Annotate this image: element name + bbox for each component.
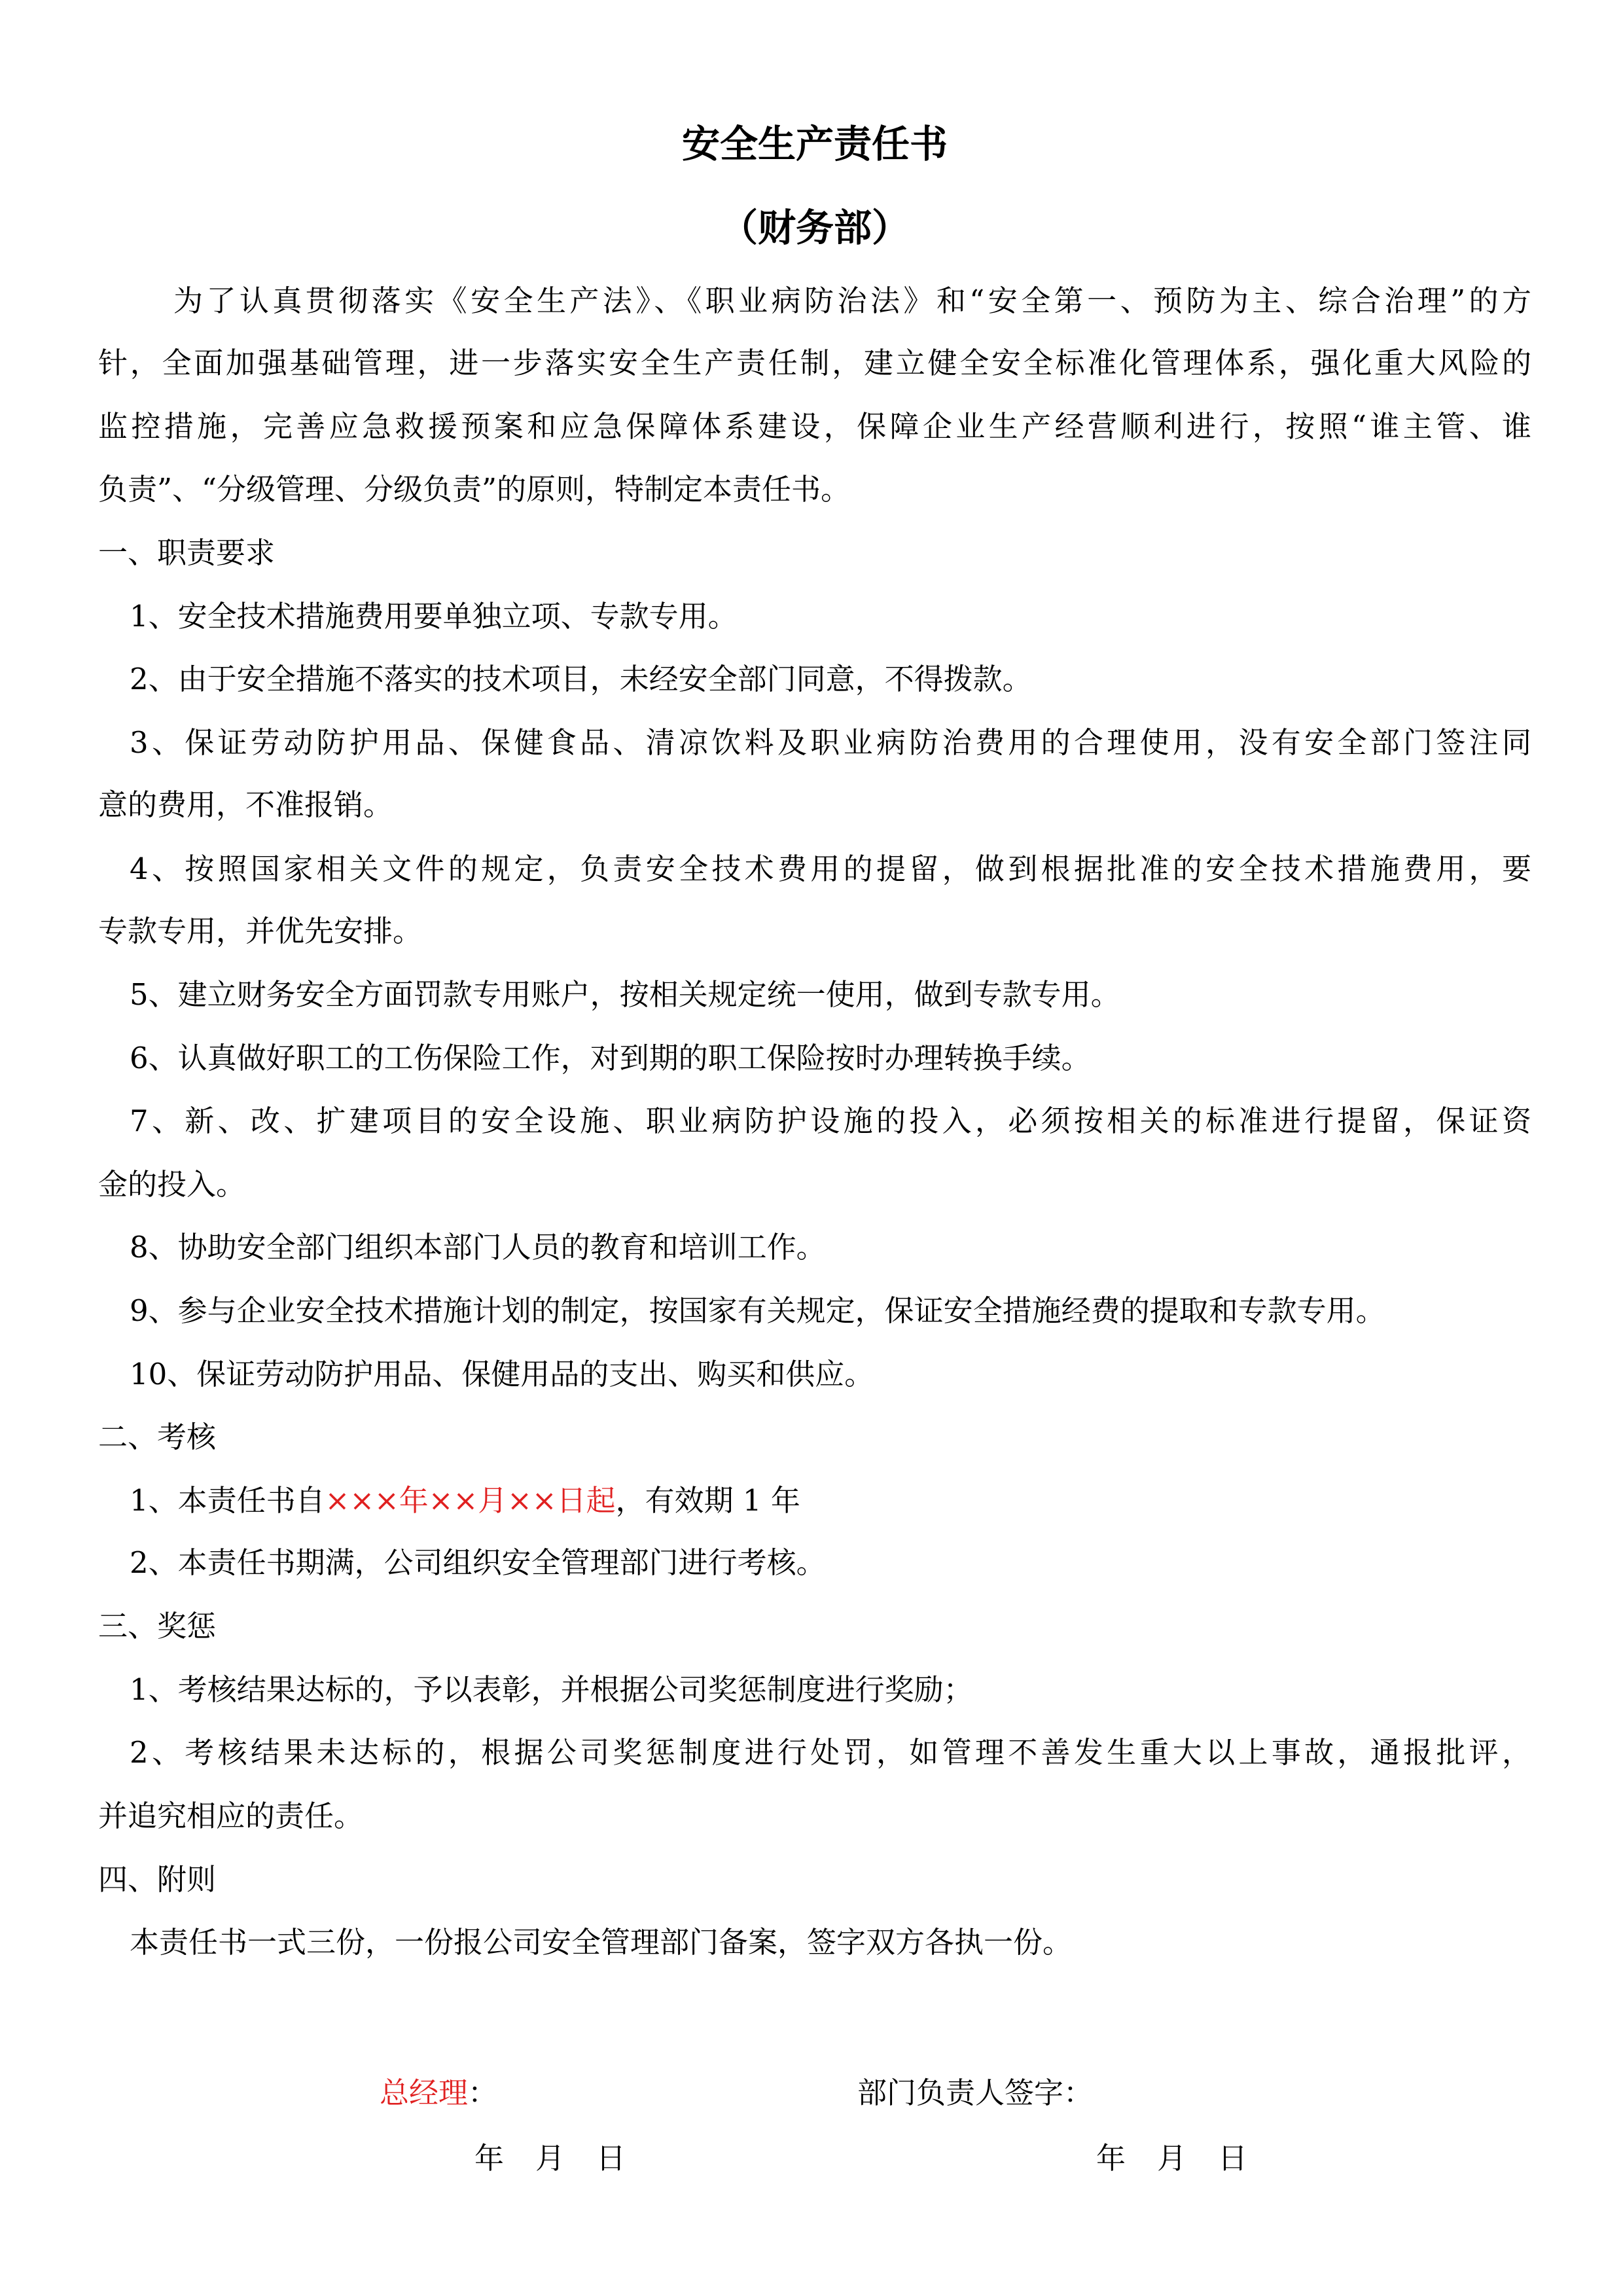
section-2-item-2: 2、本责任书期满，公司组织安全管理部门进行考核。 [130, 1545, 826, 1580]
section-3-item-1: 1、考核结果达标的，予以表彰，并根据公司奖惩制度进行奖励； [130, 1672, 973, 1707]
date-day-label: 日 [1218, 2141, 1248, 2176]
intro-line-4: 负责”、“分级管理、分级负责”的原则，特制定本责任书。 [98, 472, 851, 507]
date-year-label: 年 [1096, 2141, 1126, 2176]
effective-date-text: ×××年××月××日起 [325, 1483, 616, 1518]
section-1-heading: 一、职责要求 [98, 535, 276, 570]
date-month-label: 月 [535, 2141, 565, 2176]
department-head-signature-label: 部门负责人签字： [857, 2075, 1094, 2110]
date-day-label: 日 [596, 2141, 626, 2176]
section-1-item-8: 8、协助安全部门组织本部门人员的教育和培训工作。 [130, 1230, 826, 1265]
section-4-heading: 四、附则 [98, 1862, 217, 1897]
general-manager-label: 总经理 [380, 2075, 469, 2110]
section-2-heading: 二、考核 [98, 1420, 217, 1454]
intro-line-3: 监控措施，完善应急救援预案和应急保障体系建设，保障企业生产经营顺利进行，按照“谁主管、谁 [98, 409, 1531, 444]
section-1-item-4-line-2: 专款专用，并优先安排。 [98, 914, 423, 948]
section-1-item-10: 10、保证劳动防护用品、保健用品的支出、购买和供应。 [130, 1357, 874, 1391]
section-1-item-7-line-2: 金的投入。 [98, 1167, 246, 1202]
date-year-label: 年 [474, 2141, 505, 2176]
section-1-item-7-line-1: 7、新、改、扩建项目的安全设施、职业病防护设施的投入，必须按相关的标准进行提留，保证资 [130, 1103, 1531, 1138]
general-manager-colon: ： [468, 2075, 498, 2110]
section-1-item-3-line-2: 意的费用，不准报销。 [98, 787, 393, 822]
section-1-item-5: 5、建立财务安全方面罚款专用账户，按相关规定统一使用，做到专款专用。 [130, 977, 1120, 1012]
section-1-item-2: 2、由于安全措施不落实的技术项目，未经安全部门同意，不得拨款。 [130, 662, 1032, 696]
section-3-heading: 三、奖惩 [98, 1609, 217, 1643]
date-month-label: 月 [1157, 2141, 1187, 2176]
section-2-item-1-suffix: ，有效期 1 年 [615, 1483, 800, 1518]
section-2-item-1 [130, 1481, 1563, 1520]
section-1-item-9: 9、参与企业安全技术措施计划的制定，按国家有关规定，保证安全措施经费的提取和专款专用。 [130, 1293, 1385, 1328]
section-2-item-1-prefix: 1、本责任书自 [130, 1483, 325, 1518]
general-manager-signature-label [380, 2073, 497, 2113]
general-manager-date [474, 2139, 626, 2178]
document-title: 安全生产责任书 [681, 122, 948, 166]
section-3-item-2-line-1: 2、考核结果未达标的，根据公司奖惩制度进行处罚，如管理不善发生重大以上事故，通报批评， [130, 1735, 1531, 1770]
section-4-item-1: 本责任书一式三份，一份报公司安全管理部门备案，签字双方各执一份。 [130, 1925, 1073, 1960]
document-subtitle: （财务部） [719, 206, 910, 250]
intro-line-2: 针，全面加强基础管理，进一步落实安全生产责任制，建立健全安全标准化管理体系，强化重大风险的 [98, 346, 1531, 380]
section-1-item-4-line-1: 4、按照国家相关文件的规定，负责安全技术费用的提留，做到根据批准的安全技术措施费用，要 [130, 852, 1531, 886]
section-1-item-1: 1、安全技术措施费用要单独立项、专款专用。 [130, 599, 738, 634]
department-head-date [1096, 2139, 1247, 2178]
section-3-item-2-line-2: 并追究相应的责任。 [98, 1799, 364, 1833]
intro-line-1: 为了认真贯彻落实《安全生产法》、《职业病防治法》和“安全第一、预防为主、综合治理”的方 [173, 283, 1531, 318]
section-1-item-3-line-1: 3、保证劳动防护用品、保健食品、清凉饮料及职业病防治费用的合理使用，没有安全部门签注同 [130, 725, 1531, 760]
section-1-item-6: 6、认真做好职工的工伤保险工作，对到期的职工保险按时办理转换手续。 [130, 1041, 1091, 1075]
